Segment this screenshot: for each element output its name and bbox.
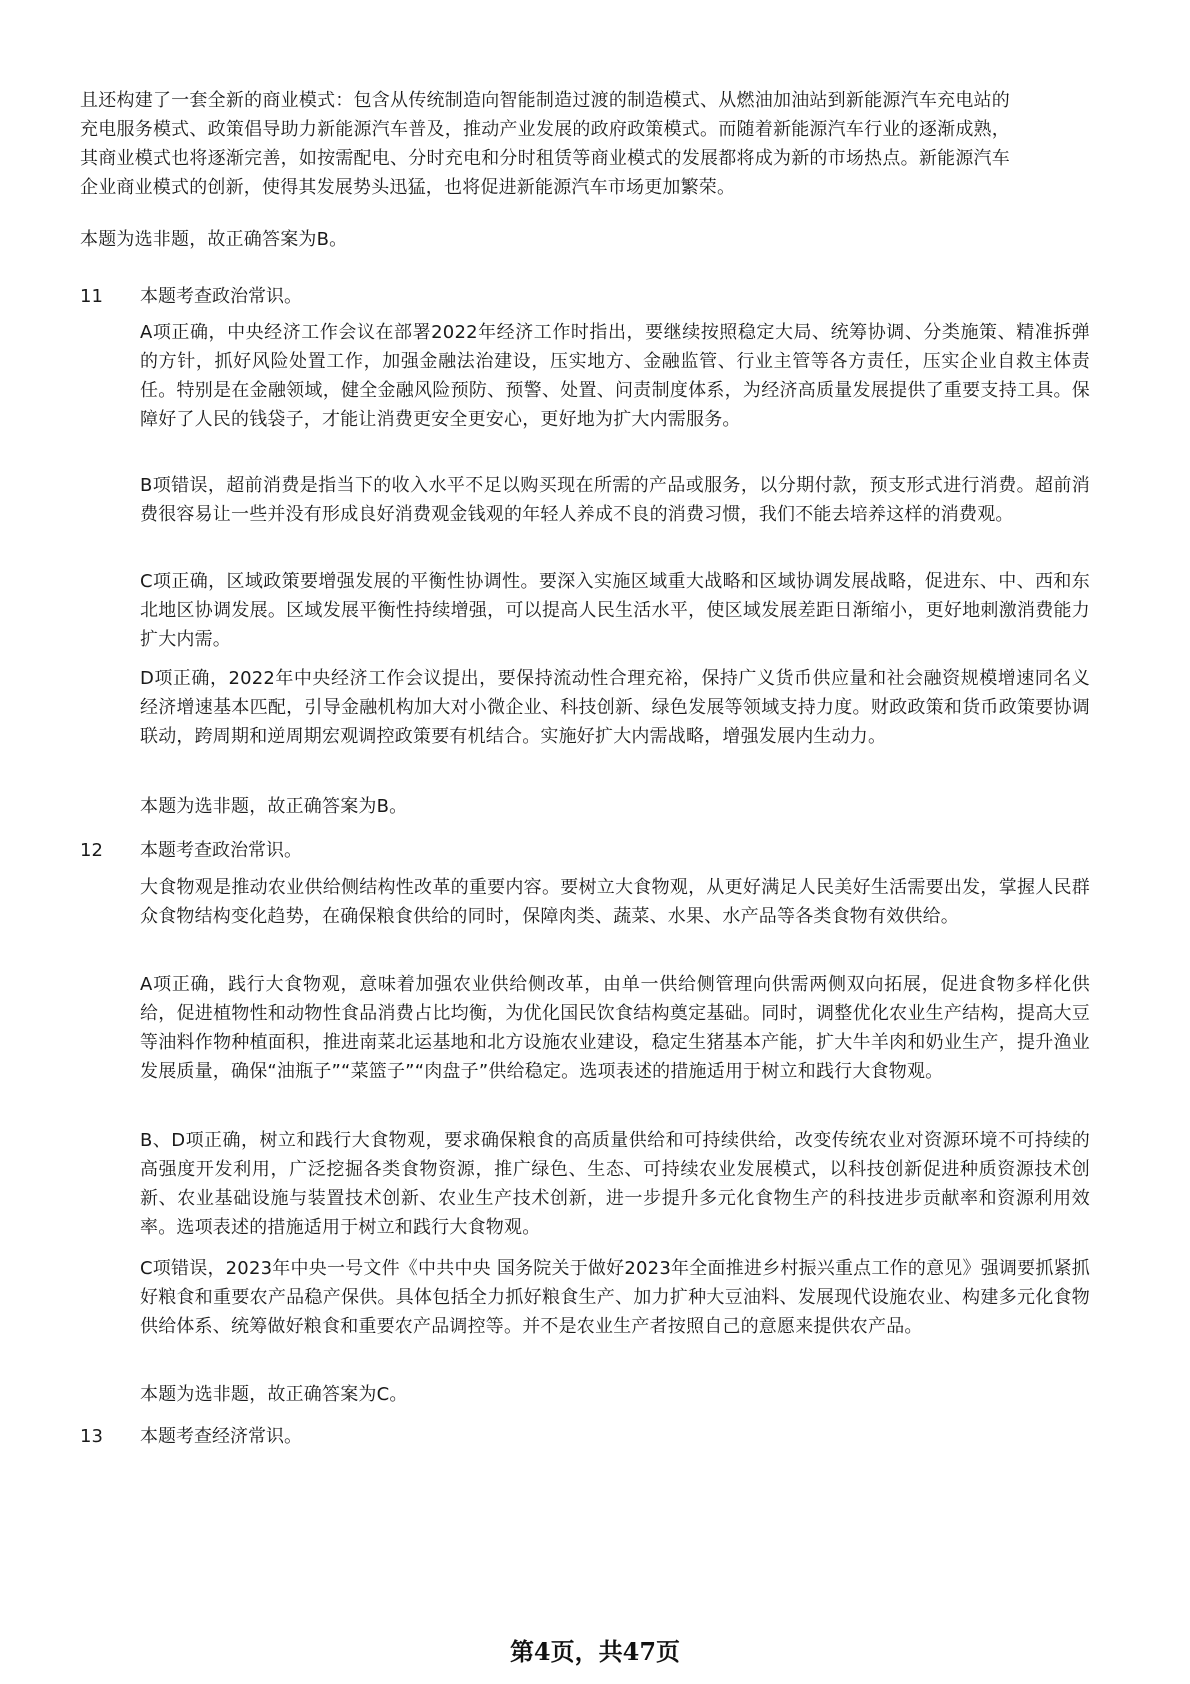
question-topic: 本题考查政治常识。 <box>140 286 302 307</box>
question-number: 13 <box>80 1426 103 1447</box>
question-number: 12 <box>80 840 103 861</box>
q12-option-c: C项错误，2023年中央一号文件《中共中央 国务院关于做好2023年全面推进乡村振兴重点工作的意见》强调要抓紧抓好粮食和重要农产品稳产保供。具体包括全力抓好粮食生产、加力扩种大豆油料、发展现代设施农业、构建多元化食物供给体系、统筹做好粮食和重要农产品调控等。并不是农业生产者按照自己的意愿来提供农产品。 <box>140 1258 1090 1337</box>
q11-option-b: B项错误，超前消费是指当下的收入水平不足以购买现在所需的产品或服务，以分期付款，预支形式进行消费。超前消费很容易让一些并没有形成良好消费观金钱观的年轻人养成不良的消费习惯，我们不能去培养这样的消费观。 <box>140 475 1090 525</box>
page-number-footer: 第4页，共47页 <box>509 1637 681 1666</box>
question-topic: 本题考查政治常识。 <box>140 840 302 861</box>
q12-intro: 大食物观是推动农业供给侧结构性改革的重要内容。要树立大食物观，从更好满足人民美好生活需要出发，掌握人民群众食物结构变化趋势，在确保粮食供给的同时，保障肉类、蔬菜、水果、水产品等各类食物有效供给。 <box>140 877 1090 927</box>
q11-option-a: A项正确，中央经济工作会议在部署2022年经济工作时指出，要继续按照稳定大局、统筹协调、分类施策、精准拆弹的方针，抓好风险处置工作，加强金融法治建设，压实地方、金融监管、行业主管等各方责任，压实企业自救主体责任。特别是在金融领域，健全金融风险预防、预警、处置、问责制度体系，为经济高质量发展提供了重要支持工具。保障好了人民的钱袋子，才能让消费更安全更安心，更好地为扩大内需服务。 <box>140 322 1090 430</box>
q11-option-d: D项正确，2022年中央经济工作会议提出，要保持流动性合理充裕，保持广义货币供应量和社会融资规模增速同名义经济增速基本匹配，引导金融机构加大对小微企业、科技创新、绿色发展等领域支持力度。财政政策和货币政策要协调联动，跨周期和逆周期宏观调控政策要有机结合。实施好扩大内需战略，增强发展内生动力。 <box>140 668 1090 747</box>
answer-10-conclusion: 本题为选非题，故正确答案为B。 <box>80 229 348 250</box>
question-topic: 本题考查经济常识。 <box>140 1426 302 1447</box>
question-11-header <box>80 282 1080 311</box>
q11-conclusion: 本题为选非题，故正确答案为B。 <box>140 796 408 817</box>
answer-10-continuation: 且还构建了一套全新的商业模式：包含从传统制造向智能制造过渡的制造模式、从燃油加油站到新能源汽车充电站的充电服务模式、政策倡导助力新能源汽车普及，推动产业发展的政府政策模式。而随着新能源汽车行业的逐渐成熟，其商业模式也将逐渐完善，如按需配电、分时充电和分时租赁等商业模式的发展都将成为新的市场热点。新能源汽车企业商业模式的创新，使得其发展势头迅猛，也将促进新能源汽车市场更加繁荣。 <box>80 90 1010 198</box>
q12-conclusion: 本题为选非题，故正确答案为C。 <box>140 1384 408 1405</box>
q11-option-c: C项正确，区域政策要增强发展的平衡性协调性。要深入实施区域重大战略和区域协调发展战略，促进东、中、西和东北地区协调发展。区域发展平衡性持续增强，可以提高人民生活水平，使区域发展差距日渐缩小，更好地刺激消费能力扩大内需。 <box>140 571 1090 650</box>
q12-option-a: A项正确，践行大食物观，意味着加强农业供给侧改革，由单一供给侧管理向供需两侧双向拓展，促进食物多样化供给，促进植物性和动物性食品消费占比均衡，为优化国民饮食结构奠定基础。同时，调整优化农业生产结构，提高大豆等油料作物种植面积，推进南菜北运基地和北方设施农业建设，稳定生猪基本产能，扩大牛羊肉和奶业生产，提升渔业发展质量，确保“油瓶子”“菜篮子”“肉盘子”供给稳定。选项表述的措施适用于树立和践行大食物观。 <box>140 974 1090 1082</box>
question-12-header <box>80 836 1080 865</box>
question-number: 11 <box>80 286 103 307</box>
q12-option-bd: B、D项正确，树立和践行大食物观，要求确保粮食的高质量供给和可持续供给，改变传统农业对资源环境不可持续的高强度开发利用，广泛挖掘各类食物资源，推广绿色、生态、可持续农业发展模式，以科技创新促进种质资源技术创新、农业基础设施与装置技术创新、农业生产技术创新，进一步提升多元化食物生产的科技进步贡献率和资源利用效率。选项表述的措施适用于树立和践行大食物观。 <box>140 1130 1090 1238</box>
question-13-header <box>80 1422 1080 1451</box>
